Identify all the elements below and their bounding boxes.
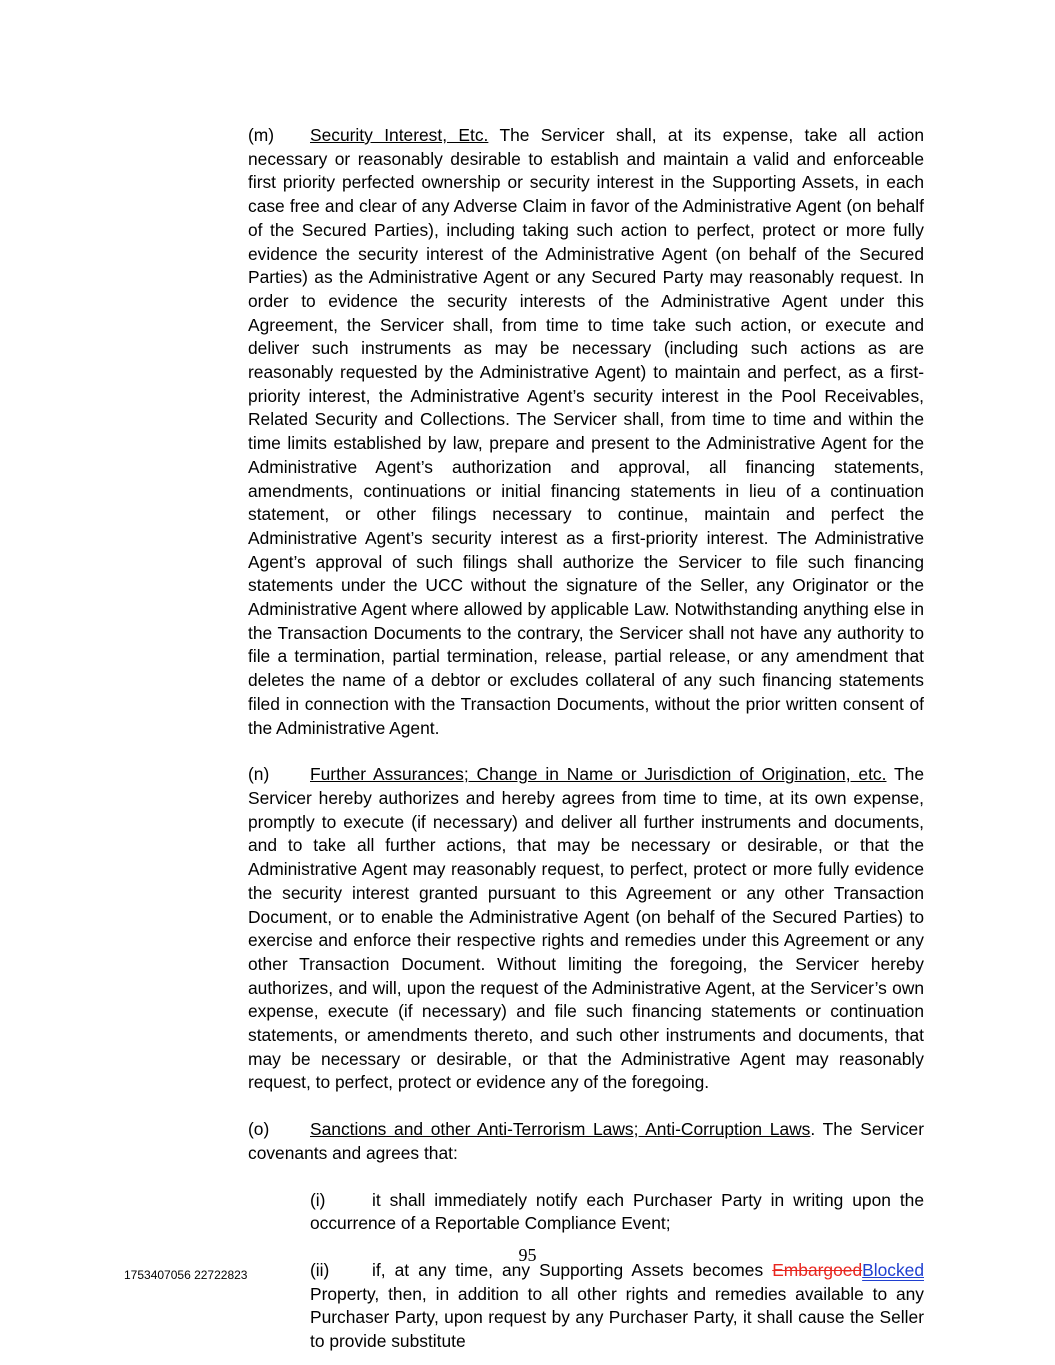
page-number: 95 [518,1245,537,1265]
section-o-text: . The Servicer covenants and agrees that: [248,1119,924,1163]
section-o-item-i [186,1189,924,1236]
item-i-text: it shall immediately notify each Purchaser Party in writing upon the occurrence of a Reportable Compliance Event; [310,1189,924,1234]
section-m-heading: Security Interest, Etc. [310,125,489,145]
section-o-heading: Sanctions and other Anti-Terrorism Laws; Anti-Corruption Laws [310,1119,811,1140]
section-m [124,124,924,740]
section-o-item-ii [186,1259,924,1354]
item-i-label: (i) [310,1189,326,1210]
section-n [124,763,924,1095]
document-body [124,124,924,1354]
document-id: 1753407056 22722823 [124,1268,248,1282]
section-m-text: The Servicer shall, at its expense, take all action necessary or reasonably desirable to establish and maintain a valid and enforceable first priority perfected ownership or security interest in the Supporting Assets, in each case free and clear of any Adverse Claim in favor of the Administrative Agent (on behalf of the Secured Parties), including taking such action to perfect, protect or more fully evidence the security interest of the Administrative Agent (on behalf of the Secured Parties) as the Administrative Agent or any Secured Party may reasonably request. In order to evidence the security interests of the Administrative Agent under this Agreement, the Servicer shall, from time to time take such action, or execute and deliver such instruments as may be necessary (including such actions as are reasonably requested by the Administrative Agent) to maintain and perfect, as a first-priority interest, the Administrative Agent’s security interest in the Pool Receivables, Related Security and Collections. The Servicer shall, from time to time and within the time limits established by law, prepare and present to the Administrative Agent for the Administrative Agent’s authorization and approval, all financing statements, amendments, continuations or initial financing statements in lieu of a continuation statement, or other filings necessary to continue, maintain and perfect the Administrative Agent’s security interest as a first-priority interest. The Administrative Agent’s approval of such filings shall authorize the Servicer to file such financing statements under the UCC without the signature of the Seller, any Originator or the Administrative Agent where allowed by applicable Law. Notwithstanding anything else in the Transaction Documents to the contrary, the Servicer shall not have any authority to file a termination, partial termination, release, partial release, or any amendment that deletes the name of a debtor or excludes collateral of any such financing statements filed in connection with the Transaction Documents, without the prior written consent of the Administrative Agent. [248,125,924,738]
section-m-label: (m) [248,125,275,145]
item-ii-text-before: if, at any time, any Supporting Assets becomes [372,1259,773,1280]
section-n-heading: Further Assurances; Change in Name or Jurisdiction of Origination, etc. [310,764,887,785]
section-n-text: The Servicer hereby authorizes and hereby agrees from time to time, at its own expense, promptly to execute (if necessary) and deliver all further instruments and documents, and to take all further actions, that may be necessary or desirable, or that the Administrative Agent may reasonably request, to perfect, protect or more fully evidence the security interest granted pursuant to this Agreement or any other Transaction Document, or to enable the Administrative Agent (on behalf of the Secured Parties) to exercise and enforce their respective rights and remedies under this Agreement or any other Transaction Document. Without limiting the foregoing, the Servicer hereby authorizes, and will, upon the request of the Administrative Agent, at the Servicer’s own expense, execute (if necessary) and file such financing statements or continuation statements, or amendments thereto, and such other instruments and documents, that may be necessary or desirable, or that the Administrative Agent may reasonably request, to perfect, protect or evidence any of the foregoing. [248,764,925,1093]
inserted-text: Blocked [862,1259,924,1280]
deleted-text: Embargoed [772,1259,863,1280]
item-ii-label: (ii) [310,1259,330,1280]
section-o [124,1118,924,1165]
item-ii-text-after: Property, then, in addition to all other rights and remedies available to any Purchaser Party, upon request by any Purchaser Party, it shall cause the Seller to provide substitute [310,1283,924,1352]
section-o-label: (o) [248,1119,270,1140]
section-n-label: (n) [248,764,270,785]
